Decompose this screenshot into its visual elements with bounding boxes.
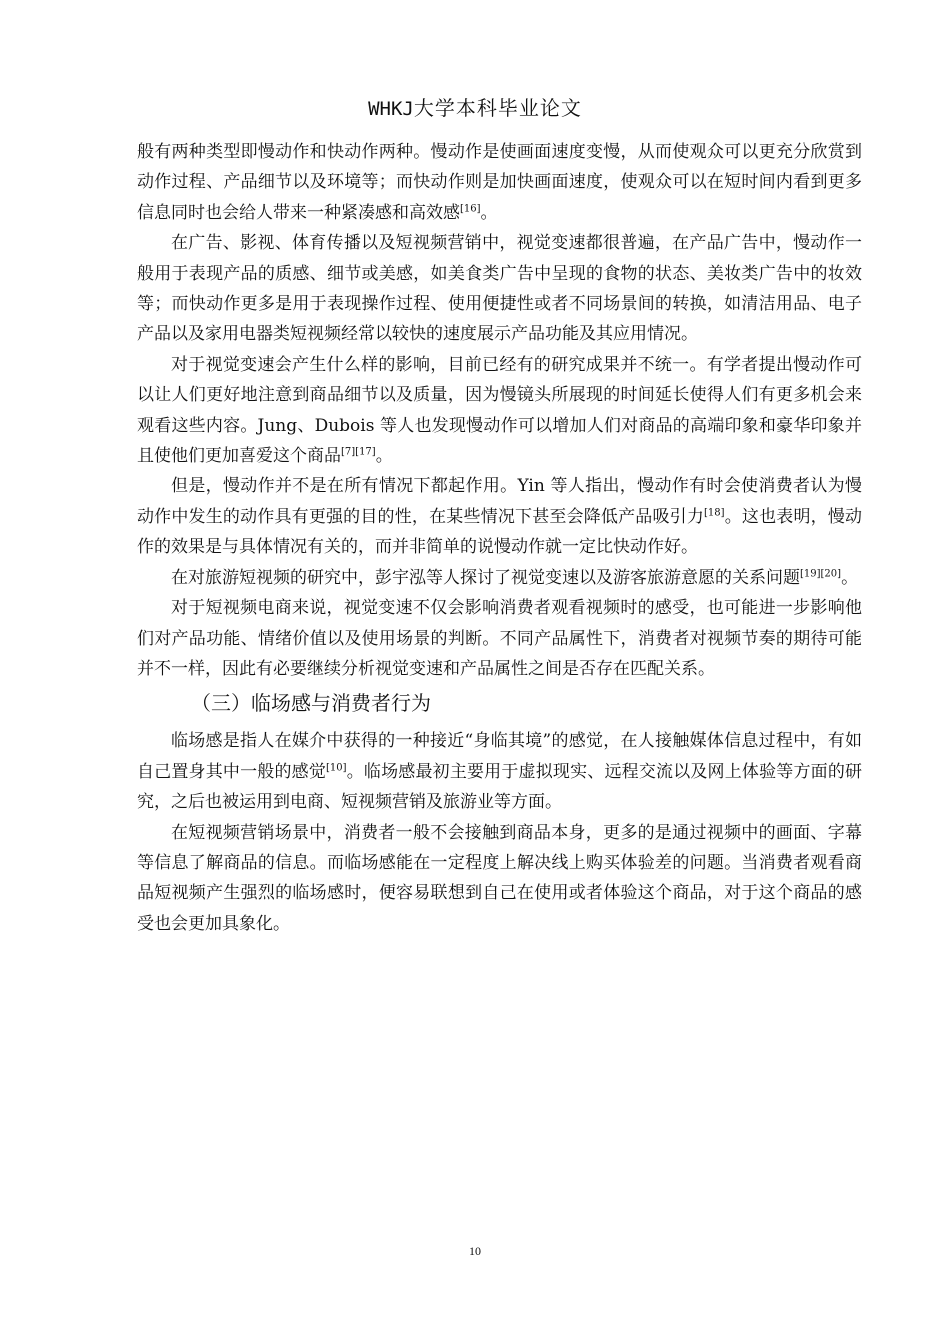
paragraph — [137, 563, 862, 593]
paragraph-text: 对于视觉变速会产生什么样的影响，目前已经有的研究成果并不统一。有学者提出慢动作可以让人们更好地注意到商品细节以及质量，因为慢镜头所展现的时间延长使得人们有更多机会来观看这些内容。Jung、Dubois 等人也发现慢动作可以增加人们对商品的高端印象和豪华印象并且使他们更加喜爱这个商品 — [137, 354, 862, 467]
paragraph — [137, 350, 862, 472]
section-heading: （三）临场感与消费者行为 — [191, 691, 431, 716]
citation: [16] — [460, 203, 481, 215]
paragraph-text: 临场感是指人在媒介中获得的一种接近“身临其境”的感觉，在人接触媒体信息过程中，有如自己置身其中一般的感觉 — [137, 731, 862, 782]
paragraph-text: 在短视频营销场景中，消费者一般不会接触到商品本身，更多的是通过视频中的画面、字幕等信息了解商品的信息。而临场感能在一定程度上解决线上购买体验差的问题。当消费者观看商品短视频产生强烈的临场感时，便容易联想到自己在使用或者体验这个商品，对于这个商品的感受也会更加具象化。 — [137, 822, 862, 934]
paragraph-tail: 。 — [375, 446, 393, 467]
citation: [10] — [326, 762, 347, 774]
citation: [18] — [704, 507, 725, 519]
paragraph — [137, 228, 862, 350]
paragraph — [137, 593, 862, 684]
header-school-code: WHKJ — [368, 98, 414, 120]
running-header — [0, 92, 950, 121]
paragraph-text: 般有两种类型即慢动作和快动作两种。慢动作是使画面速度变慢，从而使观众可以更充分欣赏到动作过程、产品细节以及环境等；而快动作则是加快画面速度，使观众可以在短时间内看到更多信息同时也会给人带来一种紧凑感和高效感 — [137, 142, 862, 223]
page-number: 10 — [469, 1244, 481, 1258]
paragraph-text: 在广告、影视、体育传播以及短视频营销中，视觉变速都很普遍，在产品广告中，慢动作一般用于表现产品的质感、细节或美感，如美食类广告中呈现的食物的状态、美妆类广告中的妆效等；而快动作更多是用于表现操作过程、使用便捷性或者不同场景间的转换，如清洁用品、电子产品以及家用电器类短视频经常以较快的速度展示产品功能及其应用情况。 — [137, 233, 862, 345]
paragraph-tail: 。这也表明，慢动作的效果是与具体情况有关的，而并非简单的说慢动作就一定比快动作好。 — [137, 506, 863, 558]
paragraph-text: 在对旅游短视频的研究中，彭宇泓等人探讨了视觉变速以及游客旅游意愿的关系问题 — [171, 567, 800, 588]
body-text — [137, 137, 862, 939]
paragraph-continued — [137, 137, 862, 228]
paragraph-tail: 。 — [480, 202, 498, 223]
citation: [7][17] — [341, 446, 376, 458]
citation: [19][20] — [800, 568, 842, 580]
header-title: 大学本科毕业论文 — [413, 96, 582, 120]
paragraph-tail: 。 — [841, 567, 859, 588]
paragraph-text: 但是，慢动作并不是在所有情况下都起作用。Yin 等人指出，慢动作有时会使消费者认为慢动作中发生的动作具有更强的目的性，在某些情况下甚至会降低产品吸引力 — [137, 476, 862, 527]
paragraph-text: 对于短视频电商来说，视觉变速不仅会影响消费者观看视频时的感受，也可能进一步影响他们对产品功能、情绪价值以及使用场景的判断。不同产品属性下，消费者对视频节奏的期待可能并不一样，因此有必要继续分析视觉变速和产品属性之间是否存在匹配关系。 — [137, 598, 862, 679]
paragraph — [137, 818, 862, 940]
paragraph-tail: 。临场感最初主要用于虚拟现实、远程交流以及网上体验等方面的研究，之后也被运用到电商、短视频营销及旅游业等方面。 — [137, 761, 863, 813]
paragraph — [137, 726, 862, 817]
paragraph — [137, 471, 862, 562]
